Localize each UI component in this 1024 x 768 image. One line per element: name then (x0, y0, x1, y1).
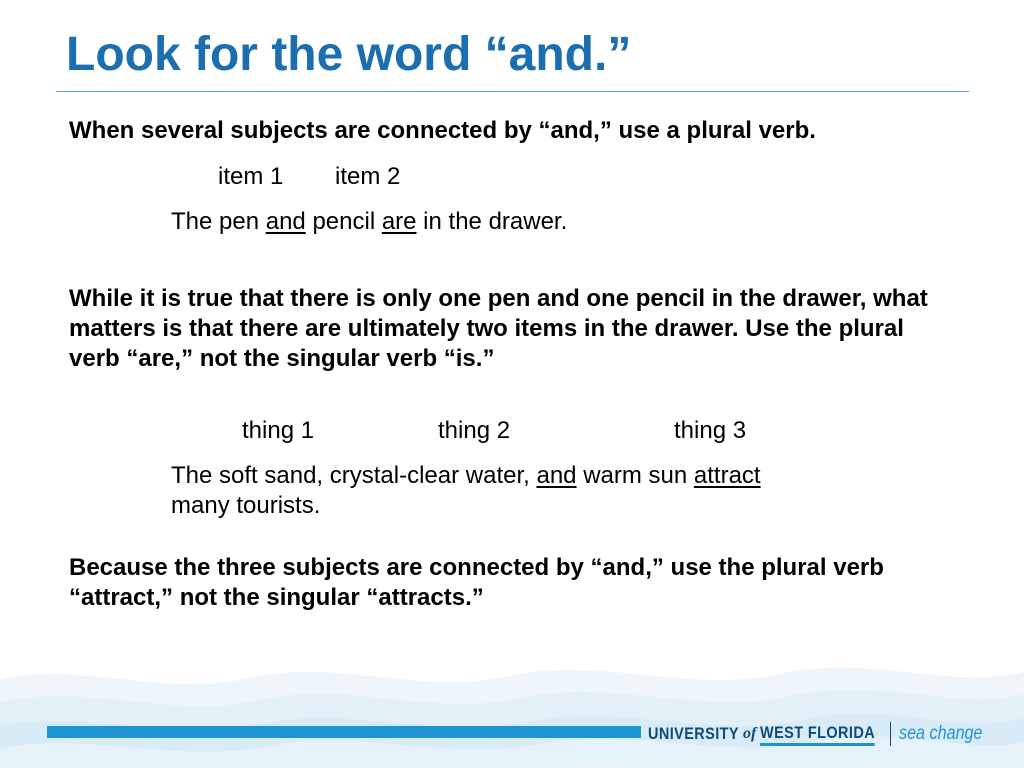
example2-and: and (536, 462, 577, 489)
example1-verb: are (381, 208, 417, 235)
explanation-2: Because the three subjects are connected by “and,” use the plural verb “attract,” not the singular “attracts.” (69, 554, 884, 611)
example1-text-end: in the drawer. (416, 208, 568, 235)
example2-label-thing3: thing 3 (674, 417, 747, 444)
logo-west-florida: WEST FLORIDA (760, 723, 875, 746)
footer-bar (47, 726, 641, 738)
example1-label-item2: item 2 (335, 163, 401, 190)
example1-text-middle: pencil (305, 208, 382, 235)
logo-tagline: sea change (898, 723, 983, 744)
example2-text-start: The soft sand, crystal-clear water, (171, 462, 537, 489)
example2-sentence-line2: many tourists. (171, 492, 321, 519)
example2-text-middle: warm sun (576, 462, 694, 489)
logo-university: UNIVERSITY (648, 724, 739, 743)
explanation-1: While it is true that there is only one pen and one pencil in the drawer, what matters is that there are ultimately two items in the drawer. Use the plural verb “are,” not the singular verb “is.” (69, 285, 928, 372)
logo-of: of (743, 725, 757, 742)
uwf-logo (648, 719, 997, 749)
example1-text-start: The pen (171, 208, 266, 235)
example2-label-thing2: thing 2 (438, 417, 511, 444)
example1-sentence (171, 207, 567, 237)
rule-statement: When several subjects are connected by “and,” use a plural verb. (69, 117, 816, 144)
example2-verb: attract (693, 462, 761, 489)
example1-and: and (265, 208, 306, 235)
title-divider (56, 91, 969, 92)
slide-title: Look for the word “and.” (66, 28, 632, 81)
logo-separator (890, 722, 891, 746)
example2-label-thing1: thing 1 (242, 417, 315, 444)
example2-sentence-line1 (171, 461, 761, 491)
waves-decoration (0, 650, 1024, 768)
example1-label-item1: item 1 (218, 163, 284, 190)
